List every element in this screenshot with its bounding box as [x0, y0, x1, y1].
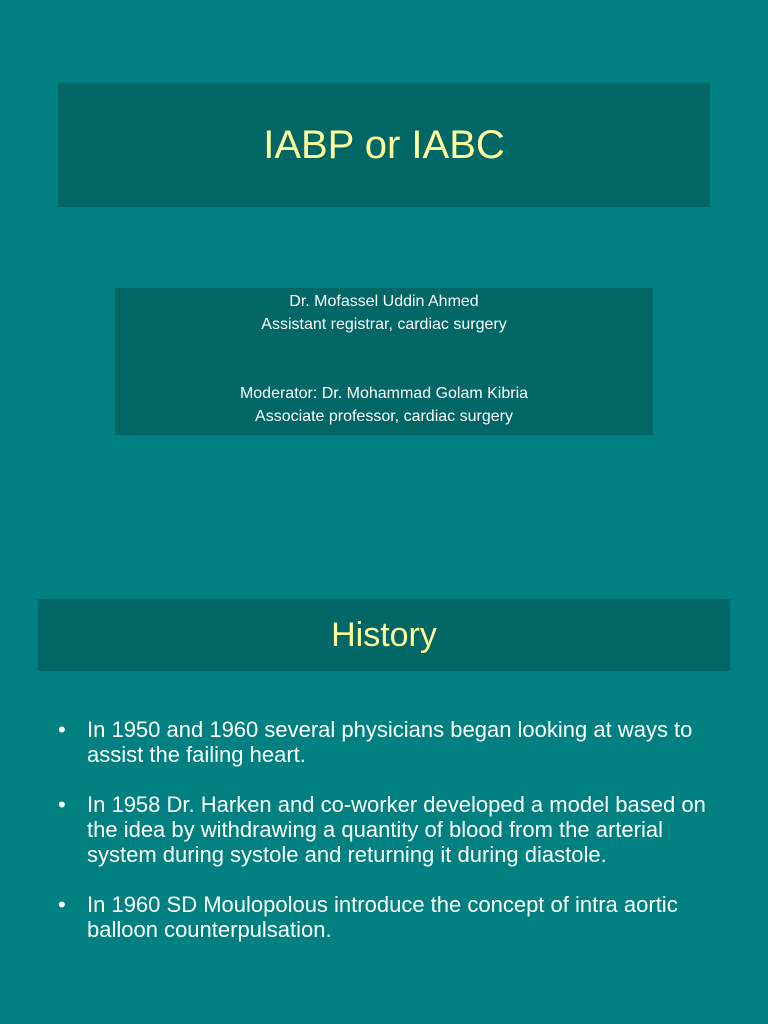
bullet-icon: • [58, 792, 66, 817]
list-item [58, 892, 728, 942]
history-bullet-list [58, 717, 728, 967]
bullet-text: In 1958 Dr. Harken and co-worker developed a model based on the idea by withdrawing a quantity of blood from the arterial system during systole and returning it during diastole. [87, 792, 706, 867]
list-item [58, 792, 728, 867]
bullet-icon: • [58, 892, 66, 917]
list-item [58, 717, 728, 767]
bullet-text: In 1950 and 1960 several physicians began looking at ways to assist the failing heart. [87, 717, 693, 767]
history-heading-box [38, 599, 730, 671]
author-role: Assistant registrar, cardiac surgery [261, 316, 507, 333]
bullet-text: In 1960 SD Moulopolous introduce the concept of intra aortic balloon counterpulsation. [87, 892, 678, 942]
author-box [115, 288, 653, 435]
moderator-role: Associate professor, cardiac surgery [255, 408, 513, 425]
title-box [58, 83, 710, 207]
spacer [115, 336, 653, 382]
slide-title: IABP or IABC [263, 122, 505, 167]
bullet-icon: • [58, 717, 66, 742]
history-heading: History [331, 615, 437, 654]
moderator-name: Moderator: Dr. Mohammad Golam Kibria [239, 385, 529, 402]
author-name: Dr. Mofassel Uddin Ahmed [289, 293, 479, 310]
